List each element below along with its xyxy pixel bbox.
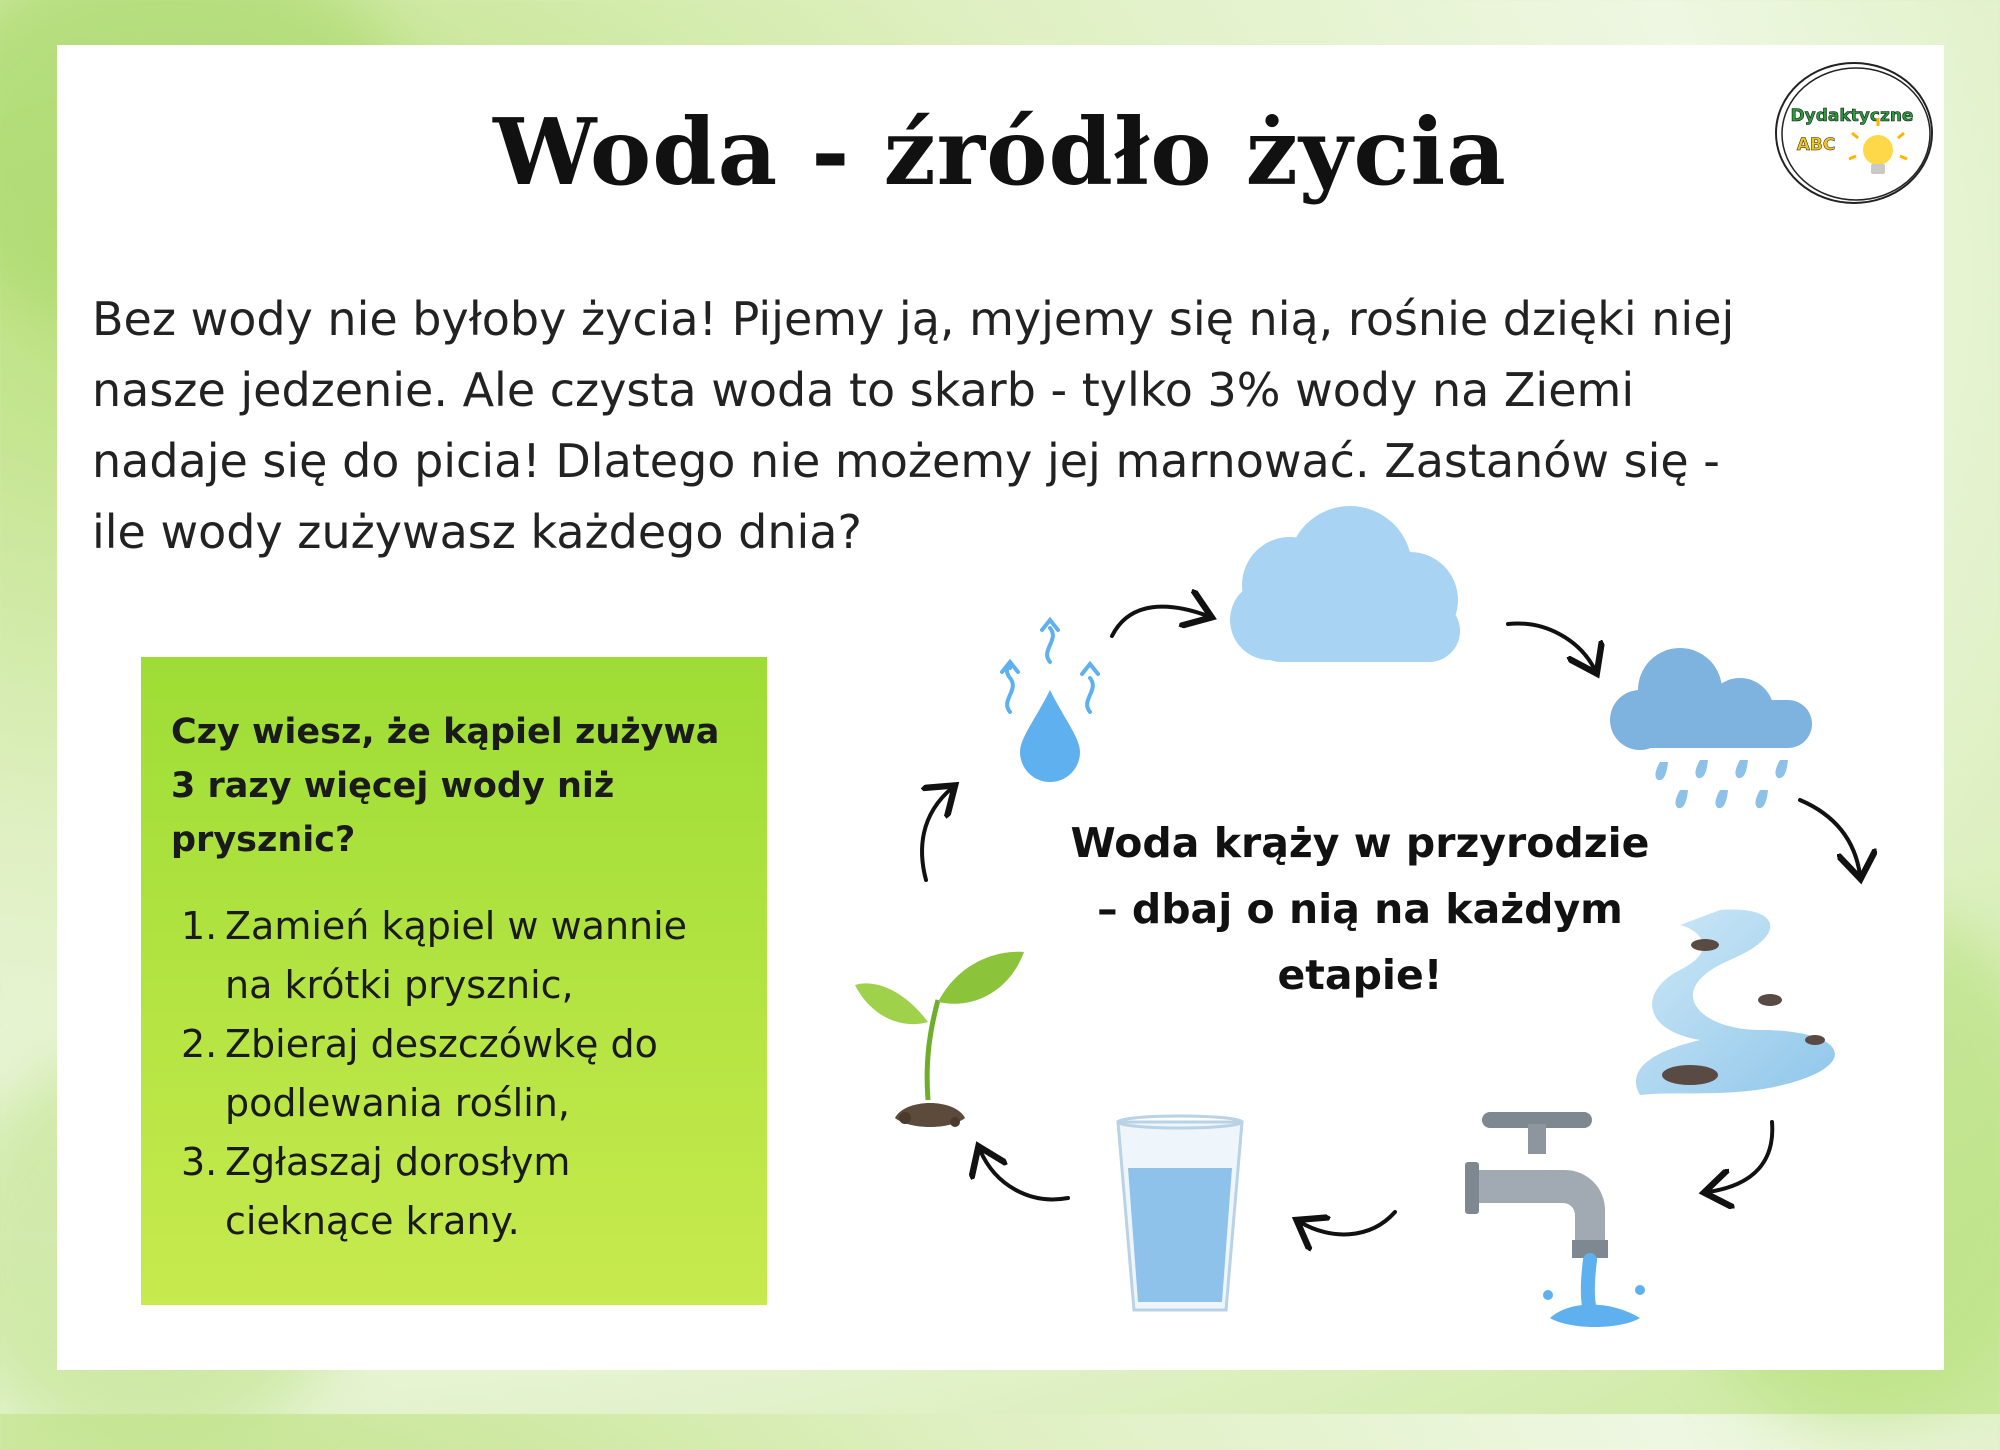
svg-text:Dydaktyczne: Dydaktyczne <box>1790 106 1914 126</box>
rain-cloud-icon <box>1610 648 1812 808</box>
arrow-icon <box>922 788 952 880</box>
intro-line: nadaje się do picia! Dlatego nie możemy jej marnować. Zastanów się - <box>92 434 1720 488</box>
arrow-icon <box>1800 800 1860 875</box>
list-number: 2. <box>181 1022 218 1066</box>
cloud-icon <box>1230 506 1460 662</box>
tap-icon <box>1465 1112 1645 1327</box>
glass-of-water-icon <box>1118 1116 1242 1310</box>
caption-line: – dbaj o nią na każdym <box>1097 885 1623 933</box>
sprout-icon <box>855 952 1024 1127</box>
list-number: 3. <box>181 1140 218 1184</box>
arrow-icon <box>1300 1212 1395 1234</box>
caption-line: etapie! <box>1277 951 1443 999</box>
tip-line: cieknące krany. <box>225 1199 520 1243</box>
tip-line: Zgłaszaj dorosłym <box>225 1140 571 1184</box>
arrow-icon <box>1708 1122 1772 1192</box>
evaporation-icon <box>1002 620 1098 782</box>
river-icon <box>1636 909 1835 1095</box>
fact-question-line: prysznic? <box>171 820 356 860</box>
arrow-icon <box>1508 623 1595 670</box>
list-number: 1. <box>181 904 218 948</box>
intro-line: nasze jedzenie. Ale czysta woda to skarb - tylko 3% wody na Ziemi <box>92 363 1635 417</box>
arrow-icon <box>1112 607 1208 636</box>
fact-question-line: Czy wiesz, że kąpiel zużywa <box>171 712 720 752</box>
intro-line: ile wody zużywasz każdego dnia? <box>92 505 862 559</box>
arrow-icon <box>980 1150 1068 1199</box>
fact-question-line: 3 razy więcej wody niż <box>171 766 615 806</box>
tip-line: Zbieraj deszczówkę do <box>225 1022 658 1066</box>
tip-line: Zamień kąpiel w wannie <box>225 904 688 948</box>
caption-line: Woda krąży w przyrodzie <box>1070 819 1650 867</box>
tip-line: na krótki prysznic, <box>225 963 574 1007</box>
intro-line: Bez wody nie byłoby życia! Pijemy ją, myjemy się nią, rośnie dzięki niej <box>92 292 1735 346</box>
svg-text:ABC: ABC <box>1796 135 1836 155</box>
page-title: Woda - źródło życia <box>493 98 1507 206</box>
tip-line: podlewania roślin, <box>225 1081 570 1125</box>
